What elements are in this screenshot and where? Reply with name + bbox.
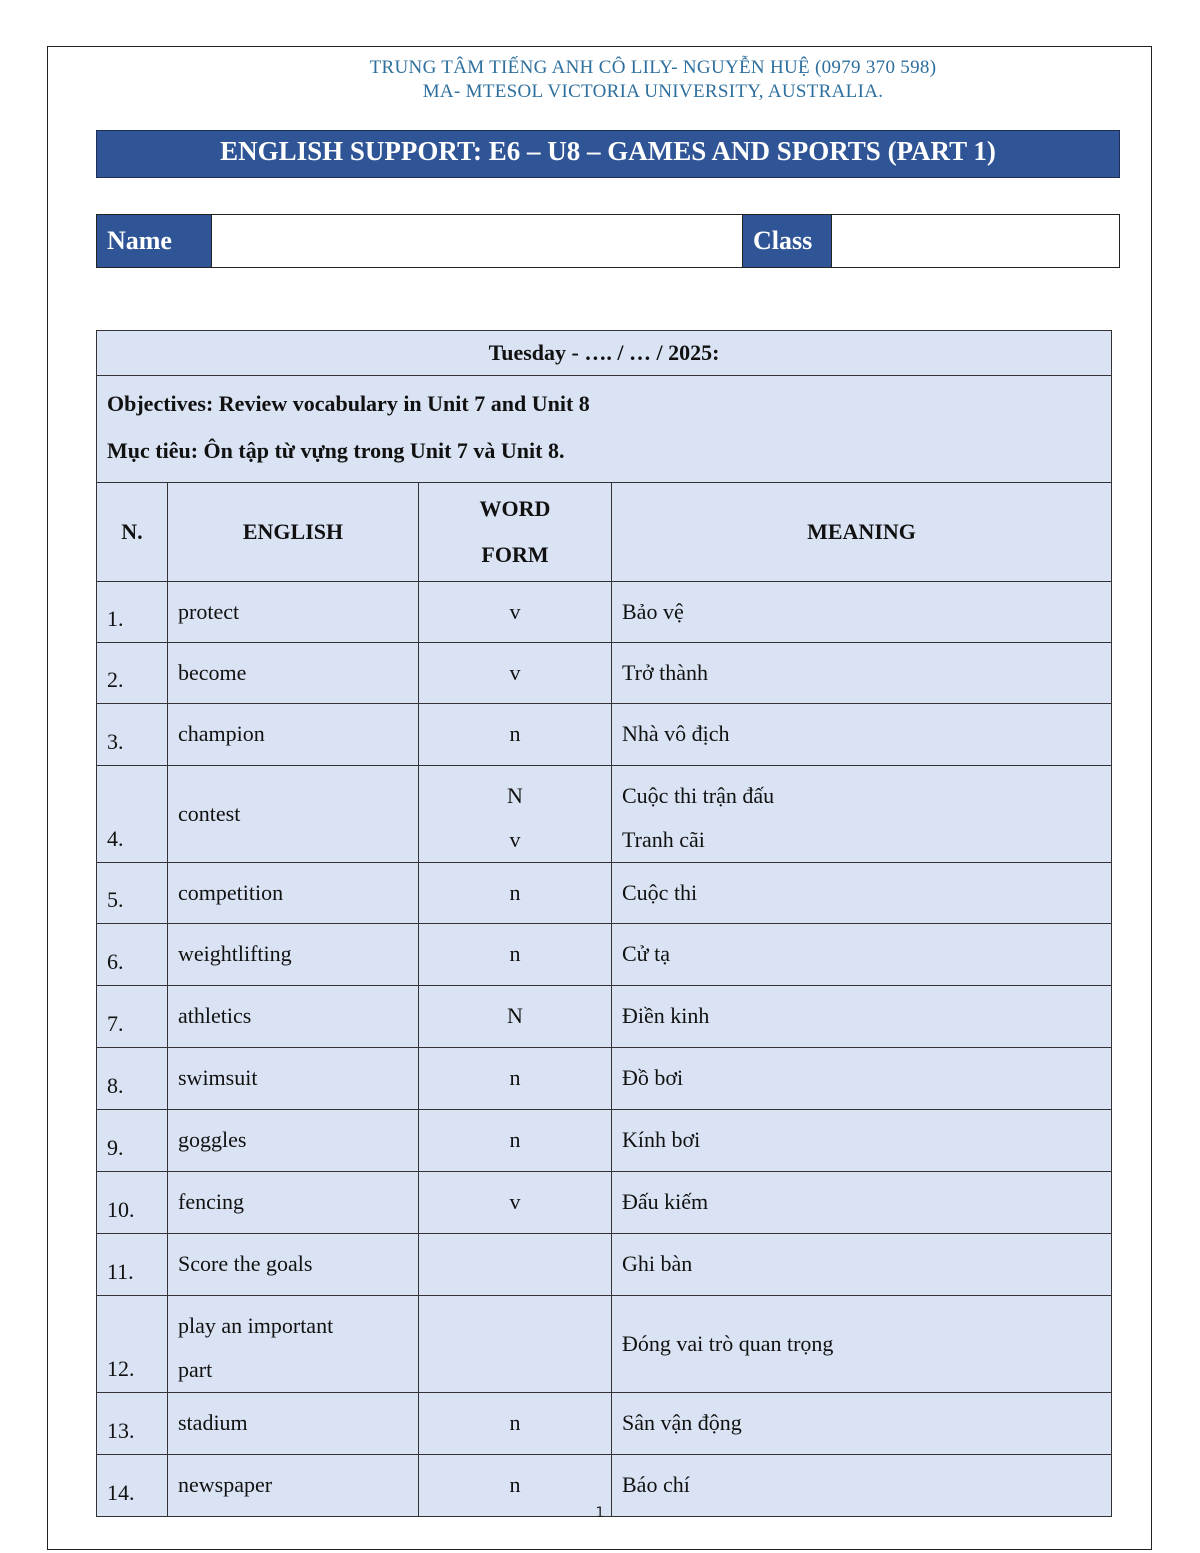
vocabulary-table [96,330,1112,1517]
english-word: Score the goals [178,1251,313,1276]
row-number: 3. [97,704,168,766]
header-word-form [419,483,612,582]
meaning-text: Đấu kiếm [622,1189,709,1214]
page-number: 1 [595,1505,605,1521]
row-meaning [612,766,1112,863]
word-form: n [509,941,521,966]
row-number: 2. [97,643,168,704]
row-number: 6. [97,924,168,986]
meaning-text: Điền kinh [622,1003,710,1028]
header-line-2: MA- MTESOL VICTORIA UNIVERSITY, AUSTRALIA. [422,81,884,102]
meaning-text: Báo chí [622,1472,690,1497]
row-english [168,924,419,986]
word-form: n [509,721,521,746]
table-row [97,582,1112,643]
header-english: ENGLISH [168,483,419,582]
english-word: athletics [178,1003,252,1028]
class-label: Class [743,215,831,267]
row-english [168,1048,419,1110]
table-row [97,1048,1112,1110]
row-number: 5. [97,863,168,924]
row-word-form [419,1234,612,1296]
row-word-form [419,986,612,1048]
name-field[interactable] [211,215,743,267]
row-meaning [612,924,1112,986]
english-word: fencing [178,1189,244,1214]
row-word-form [419,643,612,704]
row-word-form [419,924,612,986]
row-meaning [612,986,1112,1048]
word-form: n [509,1127,521,1152]
row-english [168,582,419,643]
header-word-form-line1: WORD [479,496,551,521]
english-word: play an important [178,1313,334,1338]
table-row [97,704,1112,766]
word-form: n [509,1410,521,1435]
vocabulary-rows [97,582,1112,1517]
center-header [0,56,1200,104]
meaning-text: Kính bơi [622,1127,701,1152]
meaning-text: Cuộc thi trận đấu [622,783,775,808]
row-word-form [419,1393,612,1455]
row-number: 11. [97,1234,168,1296]
english-word: stadium [178,1410,248,1435]
meaning-text: Cử tạ [622,941,670,966]
row-word-form [419,1048,612,1110]
table-row [97,863,1112,924]
row-english [168,766,419,863]
worksheet-title: ENGLISH SUPPORT: E6 – U8 – GAMES AND SPORTS (PART 1) [96,130,1120,178]
class-field[interactable] [831,215,1119,267]
row-english [168,1110,419,1172]
table-row [97,924,1112,986]
word-form: N [507,783,523,808]
word-form: n [509,1065,521,1090]
row-number: 14. [97,1455,168,1517]
row-meaning [612,704,1112,766]
objective-english: Objectives: Review vocabulary in Unit 7 and Unit 8 [107,391,590,416]
row-english [168,863,419,924]
row-word-form [419,1172,612,1234]
row-english [168,986,419,1048]
word-form: N [507,1003,523,1028]
row-english [168,1234,419,1296]
objective-vietnamese: Mục tiêu: Ôn tập từ vựng trong Unit 7 và Unit 8. [107,438,565,463]
row-english [168,1393,419,1455]
table-row [97,1110,1112,1172]
english-word: goggles [178,1127,247,1152]
word-form: n [509,880,521,905]
name-label: Name [97,215,211,267]
row-number: 7. [97,986,168,1048]
row-meaning [612,1048,1112,1110]
meaning-text: Ghi bàn [622,1251,693,1276]
row-number: 1. [97,582,168,643]
table-row [97,1172,1112,1234]
row-number: 4. [97,766,168,863]
table-header-row [97,483,1112,582]
row-english [168,1296,419,1393]
date-line: Tuesday - …. / … / 2025: [97,331,1112,376]
student-info-row [96,214,1120,268]
table-row [97,1393,1112,1455]
row-number: 10. [97,1172,168,1234]
header-word-form-line2: FORM [481,542,549,567]
row-meaning [612,643,1112,704]
row-meaning [612,1234,1112,1296]
word-form: n [509,1472,521,1497]
row-meaning [612,582,1112,643]
meaning-text-line2: Tranh cãi [622,827,705,852]
table-row [97,1296,1112,1393]
row-word-form [419,582,612,643]
header-meaning: MEANING [612,483,1112,582]
word-form-line2: v [509,827,521,852]
english-word: competition [178,880,284,905]
row-number: 8. [97,1048,168,1110]
english-word: newspaper [178,1472,273,1497]
word-form: v [509,660,521,685]
row-english [168,704,419,766]
english-word: protect [178,599,240,624]
row-word-form [419,704,612,766]
english-word: become [178,660,247,685]
word-form: v [509,599,521,624]
english-word: swimsuit [178,1065,258,1090]
meaning-text: Đóng vai trò quan trọng [622,1331,834,1356]
english-word: contest [178,801,241,826]
meaning-text: Cuộc thi [622,880,698,905]
row-english [168,1172,419,1234]
table-row [97,986,1112,1048]
row-word-form [419,766,612,863]
meaning-text: Bảo vệ [622,599,684,624]
table-row [97,766,1112,863]
objectives-cell [97,376,1112,483]
english-word-line2: part [178,1357,213,1382]
word-form: v [509,1189,521,1214]
header-line-1: TRUNG TÂM TIẾNG ANH CÔ LILY- NGUYỄN HUỆ (0979 370 598) [369,57,937,78]
row-number: 9. [97,1110,168,1172]
meaning-text: Nhà vô địch [622,721,730,746]
row-meaning [612,1393,1112,1455]
meaning-text: Trở thành [622,660,709,685]
meaning-text: Đồ bơi [622,1065,684,1090]
row-meaning [612,863,1112,924]
row-english [168,643,419,704]
row-number: 13. [97,1393,168,1455]
row-meaning [612,1172,1112,1234]
english-word: weightlifting [178,941,292,966]
row-number: 12. [97,1296,168,1393]
meaning-text: Sân vận động [622,1410,742,1435]
header-number: N. [97,483,168,582]
row-word-form [419,863,612,924]
english-word: champion [178,721,265,746]
row-word-form [419,1110,612,1172]
row-meaning [612,1296,1112,1393]
row-meaning [612,1110,1112,1172]
row-word-form [419,1296,612,1393]
table-row [97,1234,1112,1296]
table-row [97,643,1112,704]
